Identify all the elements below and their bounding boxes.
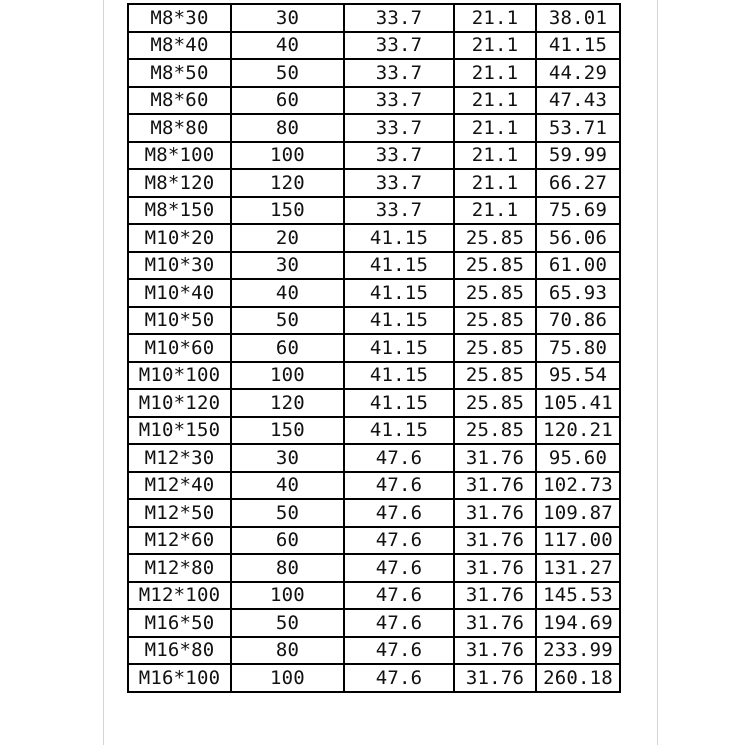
value-c-cell: 109.87	[536, 499, 620, 527]
value-c-cell: 75.80	[536, 334, 620, 362]
length-cell: 100	[231, 582, 344, 610]
value-a-cell: 41.15	[344, 362, 454, 390]
value-b-cell: 31.76	[454, 637, 536, 665]
value-b-cell: 25.85	[454, 417, 536, 445]
value-a-cell: 41.15	[344, 417, 454, 445]
table-row	[128, 279, 620, 307]
table-row	[128, 609, 620, 637]
spec-cell: M8*30	[128, 4, 231, 32]
spec-cell: M8*50	[128, 59, 231, 87]
value-a-cell: 33.7	[344, 87, 454, 115]
value-a-cell: 41.15	[344, 279, 454, 307]
value-c-cell: 120.21	[536, 417, 620, 445]
length-cell: 20	[231, 224, 344, 252]
value-c-cell: 41.15	[536, 32, 620, 60]
value-a-cell: 33.7	[344, 4, 454, 32]
length-cell: 40	[231, 279, 344, 307]
value-c-cell: 56.06	[536, 224, 620, 252]
spec-cell: M10*30	[128, 252, 231, 280]
value-b-cell: 21.1	[454, 59, 536, 87]
value-b-cell: 25.85	[454, 307, 536, 335]
value-b-cell: 25.85	[454, 279, 536, 307]
table-row	[128, 637, 620, 665]
length-cell: 60	[231, 527, 344, 555]
spec-cell: M16*50	[128, 609, 231, 637]
value-c-cell: 95.60	[536, 444, 620, 472]
value-c-cell: 145.53	[536, 582, 620, 610]
value-a-cell: 47.6	[344, 637, 454, 665]
spec-cell: M12*50	[128, 499, 231, 527]
spec-cell: M10*120	[128, 389, 231, 417]
spec-cell: M10*40	[128, 279, 231, 307]
table-row	[128, 527, 620, 555]
length-cell: 80	[231, 114, 344, 142]
table-row	[128, 472, 620, 500]
table-row	[128, 32, 620, 60]
length-cell: 60	[231, 87, 344, 115]
value-b-cell: 21.1	[454, 32, 536, 60]
spec-cell: M8*120	[128, 169, 231, 197]
table-row	[128, 4, 620, 32]
value-b-cell: 25.85	[454, 334, 536, 362]
length-cell: 40	[231, 32, 344, 60]
value-a-cell: 41.15	[344, 334, 454, 362]
value-a-cell: 47.6	[344, 554, 454, 582]
table-row	[128, 114, 620, 142]
value-b-cell: 31.76	[454, 527, 536, 555]
table-row	[128, 224, 620, 252]
value-b-cell: 25.85	[454, 224, 536, 252]
value-b-cell: 25.85	[454, 362, 536, 390]
length-cell: 30	[231, 252, 344, 280]
value-c-cell: 233.99	[536, 637, 620, 665]
length-cell: 50	[231, 609, 344, 637]
length-cell: 50	[231, 307, 344, 335]
length-cell: 100	[231, 362, 344, 390]
table-row	[128, 582, 620, 610]
spec-cell: M10*60	[128, 334, 231, 362]
table-row	[128, 59, 620, 87]
value-a-cell: 47.6	[344, 582, 454, 610]
value-b-cell: 21.1	[454, 4, 536, 32]
value-b-cell: 31.76	[454, 554, 536, 582]
value-c-cell: 102.73	[536, 472, 620, 500]
spec-cell: M12*40	[128, 472, 231, 500]
value-c-cell: 47.43	[536, 87, 620, 115]
value-b-cell: 31.76	[454, 664, 536, 692]
value-c-cell: 65.93	[536, 279, 620, 307]
spec-cell: M12*100	[128, 582, 231, 610]
spec-cell: M8*100	[128, 142, 231, 170]
spec-cell: M16*80	[128, 637, 231, 665]
spec-cell: M8*60	[128, 87, 231, 115]
spec-cell: M8*150	[128, 197, 231, 225]
length-cell: 40	[231, 472, 344, 500]
value-b-cell: 21.1	[454, 87, 536, 115]
length-cell: 50	[231, 59, 344, 87]
value-c-cell: 105.41	[536, 389, 620, 417]
spec-cell: M10*20	[128, 224, 231, 252]
value-b-cell: 31.76	[454, 444, 536, 472]
value-a-cell: 33.7	[344, 59, 454, 87]
value-a-cell: 47.6	[344, 664, 454, 692]
spec-cell: M8*80	[128, 114, 231, 142]
table-row	[128, 252, 620, 280]
value-c-cell: 131.27	[536, 554, 620, 582]
value-a-cell: 41.15	[344, 307, 454, 335]
length-cell: 120	[231, 169, 344, 197]
table-row	[128, 362, 620, 390]
value-c-cell: 38.01	[536, 4, 620, 32]
value-c-cell: 59.99	[536, 142, 620, 170]
spec-cell: M10*150	[128, 417, 231, 445]
length-cell: 50	[231, 499, 344, 527]
table-row	[128, 197, 620, 225]
value-a-cell: 41.15	[344, 224, 454, 252]
spec-cell: M8*40	[128, 32, 231, 60]
value-c-cell: 61.00	[536, 252, 620, 280]
spec-cell: M10*100	[128, 362, 231, 390]
value-b-cell: 31.76	[454, 609, 536, 637]
value-b-cell: 31.76	[454, 472, 536, 500]
value-b-cell: 21.1	[454, 142, 536, 170]
table-row	[128, 389, 620, 417]
value-a-cell: 33.7	[344, 114, 454, 142]
value-b-cell: 21.1	[454, 197, 536, 225]
table-row	[128, 87, 620, 115]
value-b-cell: 21.1	[454, 169, 536, 197]
table-row	[128, 417, 620, 445]
value-b-cell: 31.76	[454, 582, 536, 610]
value-c-cell: 95.54	[536, 362, 620, 390]
table-row	[128, 142, 620, 170]
length-cell: 60	[231, 334, 344, 362]
spec-table-body	[128, 4, 620, 692]
value-a-cell: 47.6	[344, 609, 454, 637]
table-row	[128, 444, 620, 472]
value-a-cell: 47.6	[344, 444, 454, 472]
value-a-cell: 47.6	[344, 499, 454, 527]
value-a-cell: 33.7	[344, 197, 454, 225]
table-row	[128, 554, 620, 582]
value-c-cell: 260.18	[536, 664, 620, 692]
table-row	[128, 499, 620, 527]
value-a-cell: 47.6	[344, 472, 454, 500]
length-cell: 30	[231, 4, 344, 32]
value-c-cell: 194.69	[536, 609, 620, 637]
table-row	[128, 334, 620, 362]
value-c-cell: 44.29	[536, 59, 620, 87]
value-a-cell: 33.7	[344, 32, 454, 60]
spec-cell: M10*50	[128, 307, 231, 335]
length-cell: 150	[231, 197, 344, 225]
spec-cell: M16*100	[128, 664, 231, 692]
length-cell: 100	[231, 142, 344, 170]
value-b-cell: 25.85	[454, 252, 536, 280]
value-a-cell: 33.7	[344, 169, 454, 197]
value-a-cell: 41.15	[344, 389, 454, 417]
length-cell: 100	[231, 664, 344, 692]
length-cell: 150	[231, 417, 344, 445]
table-row	[128, 169, 620, 197]
value-b-cell: 25.85	[454, 389, 536, 417]
value-c-cell: 66.27	[536, 169, 620, 197]
length-cell: 30	[231, 444, 344, 472]
table-row	[128, 664, 620, 692]
spec-table	[127, 3, 621, 693]
value-c-cell: 117.00	[536, 527, 620, 555]
value-c-cell: 75.69	[536, 197, 620, 225]
value-c-cell: 53.71	[536, 114, 620, 142]
table-row	[128, 307, 620, 335]
value-a-cell: 33.7	[344, 142, 454, 170]
length-cell: 80	[231, 554, 344, 582]
length-cell: 80	[231, 637, 344, 665]
spec-cell: M12*80	[128, 554, 231, 582]
spec-cell: M12*30	[128, 444, 231, 472]
value-b-cell: 21.1	[454, 114, 536, 142]
value-a-cell: 41.15	[344, 252, 454, 280]
value-b-cell: 31.76	[454, 499, 536, 527]
length-cell: 120	[231, 389, 344, 417]
value-c-cell: 70.86	[536, 307, 620, 335]
value-a-cell: 47.6	[344, 527, 454, 555]
spec-cell: M12*60	[128, 527, 231, 555]
